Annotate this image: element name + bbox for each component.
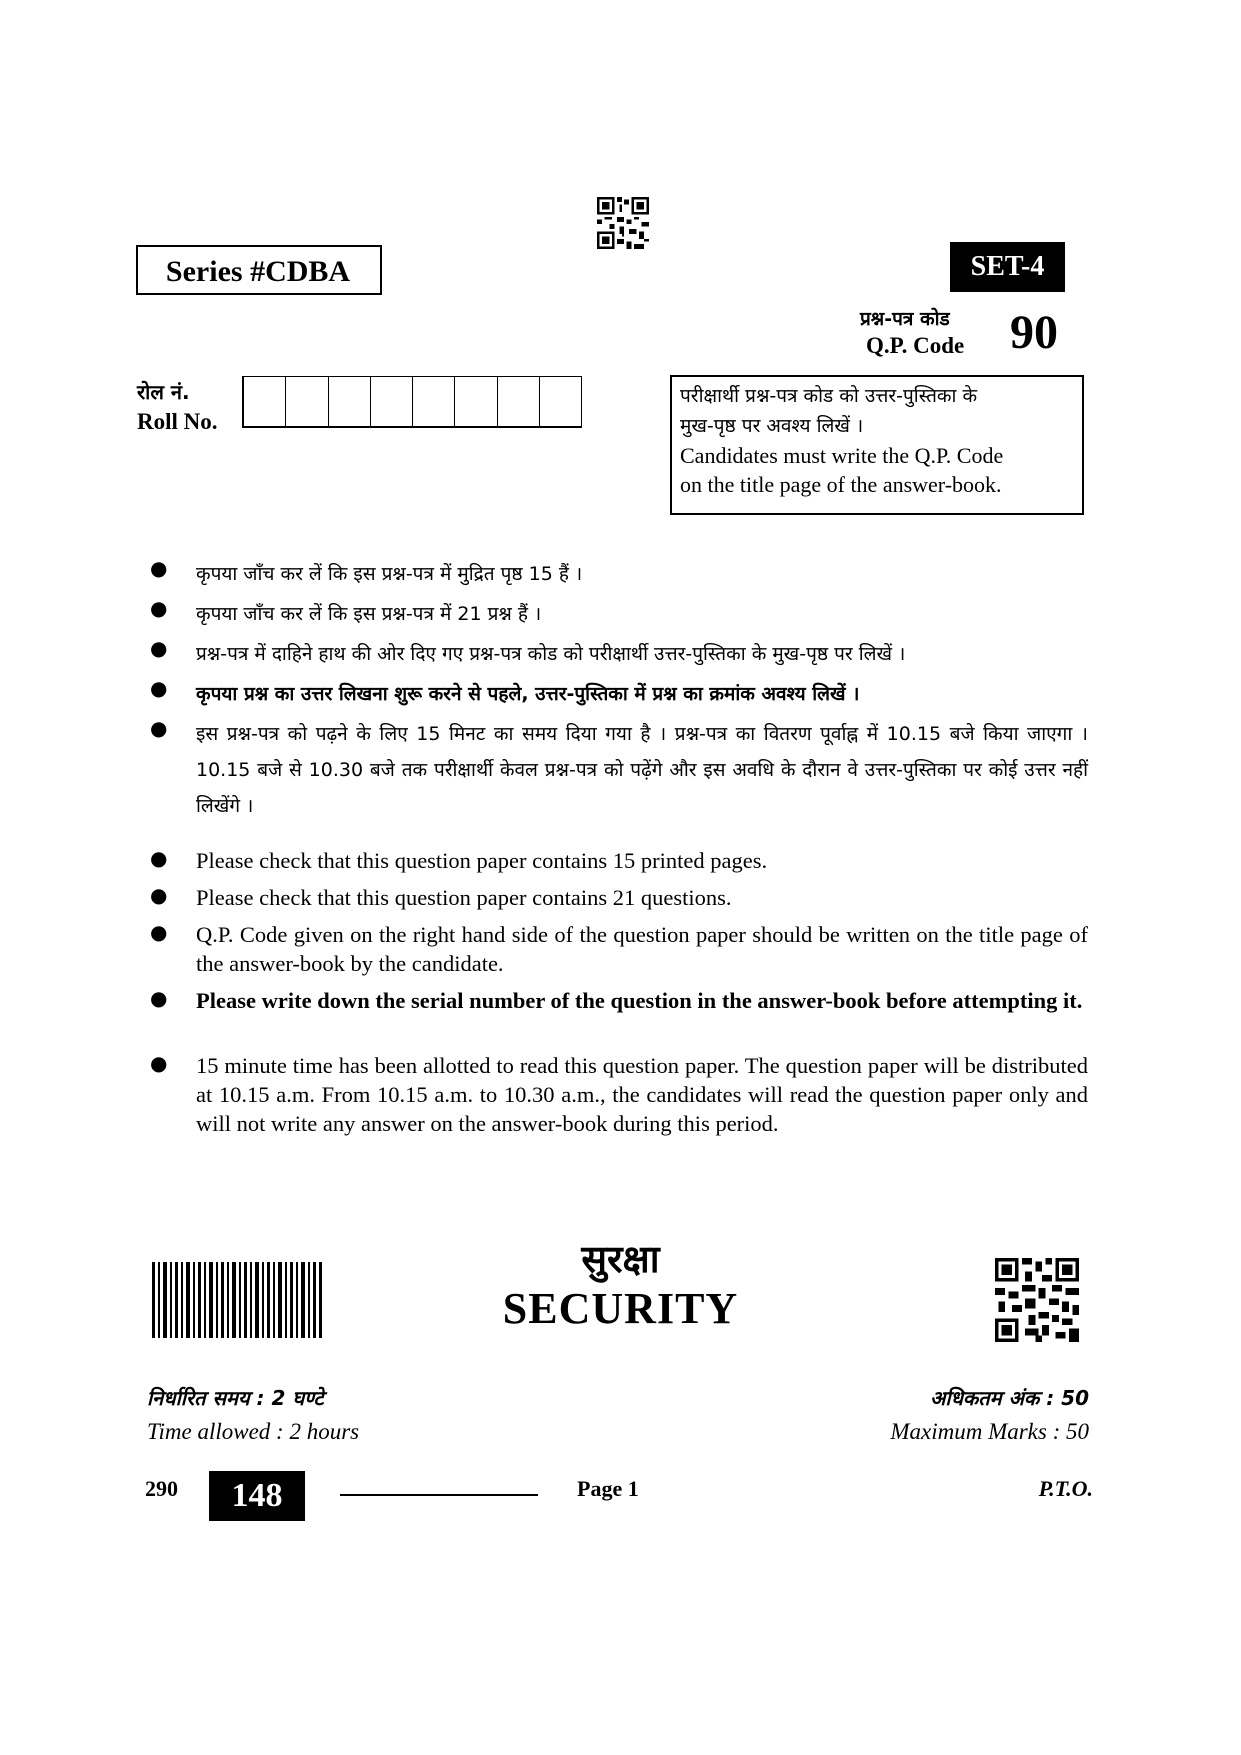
set-badge: SET-4 <box>950 242 1065 292</box>
roll-digit-box[interactable] <box>244 376 286 426</box>
roll-digit-box[interactable] <box>286 376 328 426</box>
roll-label-hindi: रोल नं. <box>137 380 190 404</box>
candidate-note-hindi-1: परीक्षार्थी प्रश्न-पत्र कोड को उत्तर-पुस्तिका के <box>680 385 978 407</box>
instruction-hindi-5: इस प्रश्न-पत्र को पढ़ने के लिए 15 मिनट का समय दिया गया है । प्रश्न-पत्र का वितरण पूर्वाह्न में 10.15 बजे किया जाएगा । 10.15 बजे से 10.30 बजे तक परीक्षार्थी केवल प्रश्न-पत्र को पढ़ेंगे और इस अवधि के दौरान वे उत्तर-पुस्तिका पर कोई उत्तर नहीं लिखेंगे । <box>196 723 1088 817</box>
instruction-hindi-1: कृपया जाँच कर लें कि इस प्रश्न-पत्र में मुद्रित पृष्ठ 15 हैं । <box>196 563 583 585</box>
qr-code-top-icon <box>597 197 649 249</box>
paper-code: 290 <box>145 1476 178 1501</box>
subject-title: SECURITY <box>502 1284 739 1333</box>
page-number: Page 1 <box>577 1476 639 1501</box>
divider <box>340 1494 538 1496</box>
pto-label: P.T.O. <box>1038 1476 1093 1501</box>
roll-digit-box[interactable] <box>540 376 582 426</box>
series-label: Series #CDBA <box>136 245 382 295</box>
candidate-note-hindi-2: मुख-पृष्ठ पर अवश्य लिखें । <box>680 415 864 437</box>
instruction-hindi-2: कृपया जाँच कर लें कि इस प्रश्न-पत्र में 21 प्रश्न हैं । <box>196 603 542 625</box>
instruction-english-5: 15 minute time has been allotted to read this question paper. The question paper will be distributed at 10.15 a.m. From 10.15 a.m. to 10.30 a.m., the candidates will read the question paper only and will not write any answer on the answer-book during this period. <box>196 1053 1088 1136</box>
instruction-hindi-3: प्रश्न-पत्र में दाहिने हाथ की ओर दिए गए प्रश्न-पत्र कोड को परीक्षार्थी उत्तर-पुस्तिका के मुख-पृष्ठ पर लिखें । <box>196 643 906 665</box>
maximum-marks: Maximum Marks : 50 <box>890 1419 1089 1444</box>
qp-code-label-hindi: प्रश्न-पत्र कोड <box>860 308 950 330</box>
subject-title-hindi: सुरक्षा <box>581 1237 660 1281</box>
paper-number-badge: 148 <box>209 1471 305 1521</box>
qp-code-value: 90 <box>1010 306 1058 359</box>
instruction-hindi-4: कृपया प्रश्न का उत्तर लिखना शुरू करने से पहले, उत्तर-पुस्तिका में प्रश्न का क्रमांक अवश्य लिखें । <box>196 683 860 705</box>
candidate-note-box <box>670 375 1084 515</box>
candidate-note-english-1: Candidates must write the Q.P. Code <box>680 443 1004 468</box>
roll-label: Roll No. <box>137 409 218 434</box>
instruction-english-4: Please write down the serial number of the question in the answer-book before attempting it. <box>196 988 1083 1013</box>
candidate-note-english-2: on the title page of the answer-book. <box>680 472 1002 497</box>
instruction-english-1: Please check that this question paper contains 15 printed pages. <box>196 848 768 873</box>
time-allowed-hindi: निर्धारित समय : 2 घण्टे <box>147 1386 324 1410</box>
roll-number-grid[interactable] <box>242 376 582 428</box>
roll-digit-box[interactable] <box>498 376 540 426</box>
time-allowed: Time allowed : 2 hours <box>147 1419 360 1444</box>
roll-digit-box[interactable] <box>329 376 371 426</box>
maximum-marks-hindi: अधिकतम अंक : 50 <box>930 1386 1089 1410</box>
instructions-list: ● कृपया जाँच कर लें कि इस प्रश्न-पत्र में मुद्रित पृष्ठ 15 हैं । ● कृपया जाँच कर लें कि इस प्रश्न-पत्र में 21 प्रश्न हैं । ● प्रश्न-पत्र में दाहिने हाथ की ओर दिए गए प्रश्न-पत्र कोड को परीक्षार्थी उत्तर-पुस्तिका के मुख-पृष्ठ पर लिखें । ● कृपया प्रश्न का उत्तर लिखना शुरू करने से पहले, उत्तर-पुस्तिका में प्रश्न का क्रमांक अवश्य लिखें । ● इस प्रश्न-पत्र को पढ़ने के लिए 15 मिनट का समय दिया गया है । प्रश्न-पत्र का वितरण पूर्वाह्न में 10.15 बजे किया जाएगा । 10.15 बजे से 10.30 बजे तक परीक्षार्थी केवल प्रश्न-पत्र को पढ़ेंगे और इस अवधि के दौरान वे उत्तर-पुस्तिका पर कोई उत्तर नहीं लिखेंगे । ● Please check that this question paper contains 15 printed pages. ● Please check that this question paper contains 21 questions. ● Q.P. Code given on the right hand side of the question paper should be written on the title page of the answer-book by the candidate. ● Please write down the serial number of the question in the answer-book before attempting it. ● 15 minute time has been allotted to read this question paper. The question paper will be distributed at 10.15 a.m. From 10.15 a.m. to 10.30 a.m., the candidates will read the question paper only and will not write any answer on the answer-book during this period. <box>150 556 1088 1136</box>
roll-digit-box[interactable] <box>371 376 413 426</box>
roll-digit-box[interactable] <box>413 376 455 426</box>
qr-code-bottom-icon <box>995 1258 1079 1342</box>
roll-digit-box[interactable] <box>455 376 497 426</box>
qp-code-label: Q.P. Code <box>866 333 965 358</box>
instruction-english-2: Please check that this question paper contains 21 questions. <box>196 885 732 910</box>
instruction-english-3: Q.P. Code given on the right hand side of the question paper should be written on the title page of the answer-book by the candidate. <box>196 922 1088 976</box>
